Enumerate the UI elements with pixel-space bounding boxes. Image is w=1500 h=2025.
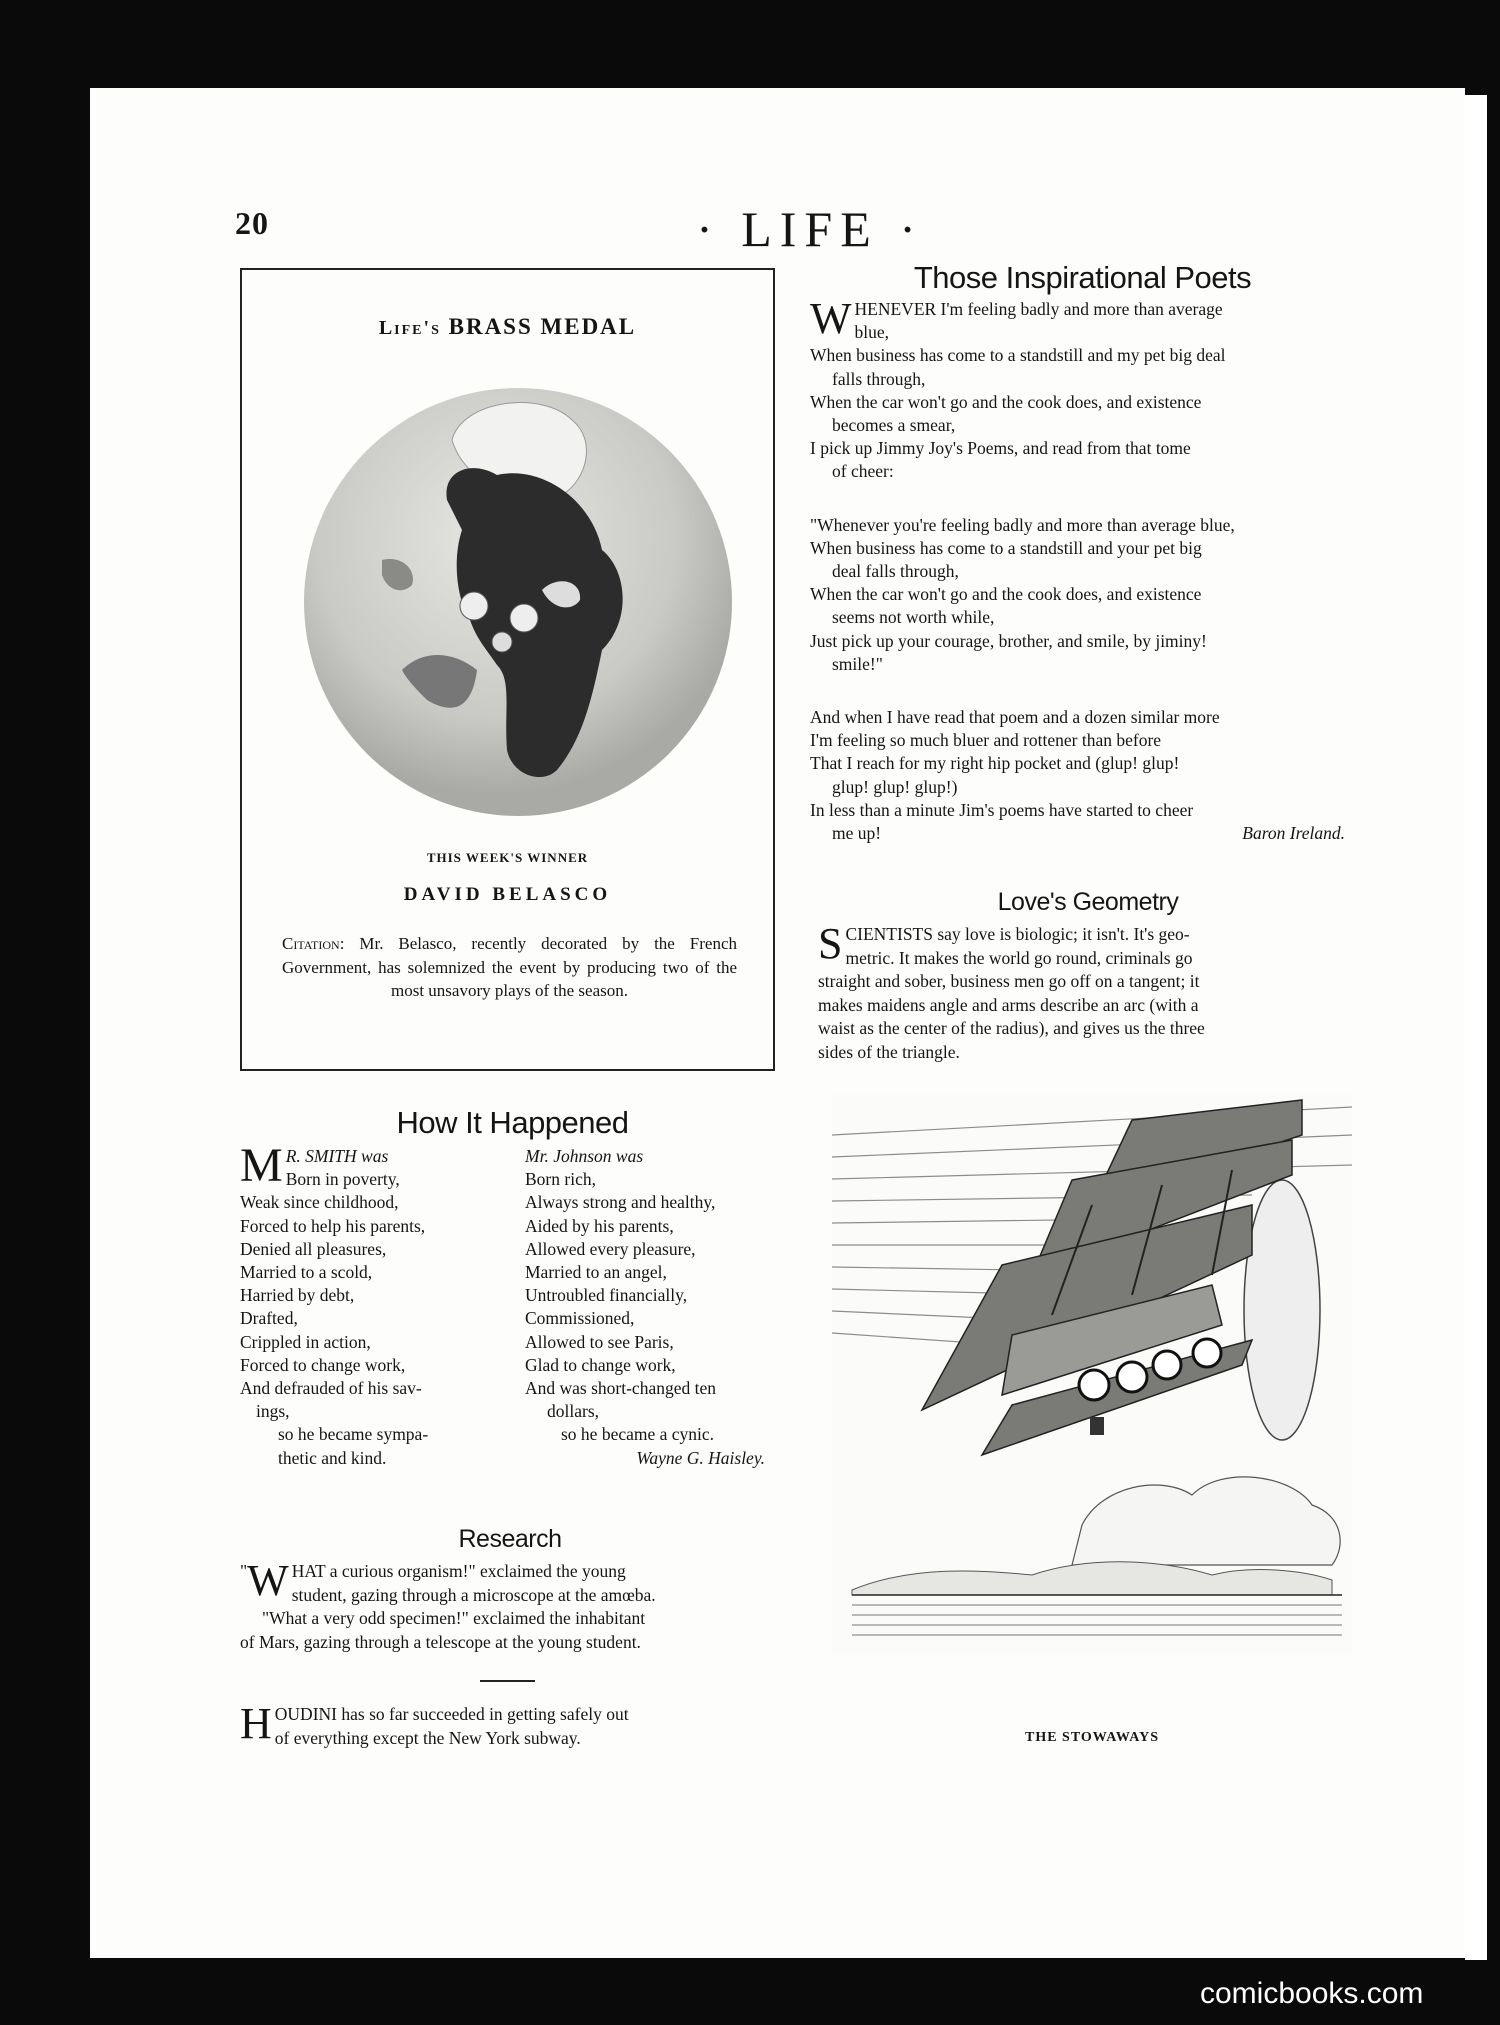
- drop-cap: M: [240, 1139, 283, 1192]
- medal-portrait-image: [242, 380, 777, 820]
- stowaways-illustration: [832, 1095, 1352, 1655]
- geometry-title: Love's Geometry: [997, 888, 1179, 916]
- research-article: [240, 1525, 780, 1654]
- poets-article: [810, 260, 1355, 845]
- watermark: comicbooks.com: [1200, 1977, 1424, 2010]
- drop-cap: S: [818, 919, 843, 968]
- winner-name: DAVID BELASCO: [403, 884, 612, 905]
- illustration-caption: THE STOWAWAYS: [1024, 1730, 1159, 1745]
- poets-title: Those Inspirational Poets: [913, 260, 1252, 295]
- masthead: · LIFE ·: [696, 201, 924, 257]
- page-number: 20: [235, 205, 269, 241]
- johnson-column: Mr. Johnson was Born rich, Always strong and healthy, Aided by his parents, Allowed every pleasure, Married to an angel, Untroubled financially, Commissioned, Allowed to see Paris, Glad to change work, And was short-changed ten dollars, so he became a cynic. Wayne G. Haisley.: [525, 1145, 785, 1470]
- happened-title: How It Happened: [396, 1105, 629, 1140]
- happened-author: Wayne G. Haisley.: [636, 1447, 765, 1468]
- drop-cap: W: [247, 1556, 289, 1605]
- geometry-article: [818, 888, 1358, 1064]
- citation: Citation: Mr. Belasco, recently decorated by the French Government, has solemnized the event by producing two of the most unsavory plays of the season.: [282, 934, 738, 1000]
- brass-medal-box: [240, 268, 775, 1071]
- next-page-edge: [1465, 95, 1487, 1960]
- section-divider: [480, 1680, 535, 1682]
- medal-title: Life's BRASS MEDAL: [378, 314, 637, 339]
- poets-stanza-3: And when I have read that poem and a dozen similar more I'm feeling so much bluer and rottener than before That I reach for my right hip pocket and (glup! glup! glup! glup! glup!) In less than a minute Jim's poems have started to cheer me up! Baron Ireland.: [810, 706, 1355, 845]
- winner-label: THIS WEEK'S WINNER: [426, 850, 589, 865]
- research-body: " W HAT a curious organism!" exclaimed the young student, gazing through a microscope at the amœba. "What a very odd specimen!" exclaimed the inhabitant of Mars, gazing through a telescope at the young student.: [240, 1556, 656, 1652]
- smith-column: M R. SMITH was Born in poverty, Weak since childhood, Forced to help his parents, Denied all pleasures, Married to a scold, Harried by debt, Drafted, Crippled in action, Forced to change work, And defrauded of his sav- ings, so he became sympa- thetic and kind.: [240, 1139, 429, 1468]
- houdini-body: HOUDINI has so far succeeded in getting safely out of everything except the New York subway.: [240, 1699, 629, 1748]
- poets-stanza-2: "Whenever you're feeling badly and more than average blue, When business has come to a standstill and your pet big deal falls through, When the car won't go and the cook does, and existence seems not worth while, Just pick up your courage, brother, and smile, by jiminy! smile!": [810, 514, 1235, 674]
- drop-cap: W: [810, 294, 852, 343]
- poets-stanza-1: WHENEVER I'm feeling badly and more than average blue, When business has come to a standstill and my pet big deal falls through, When the car won't go and the cook does, and existence becomes a smear, I pick up Jimmy Joy's Poems, and read from that tome of cheer:: [810, 294, 1226, 482]
- houdini-article: [240, 1699, 785, 1750]
- geometry-body: SCIENTISTS say love is biologic; it isn't. It's geo- metric. It makes the world go round, criminals go straight and sober, business men go off on a tangent; it makes maidens angle and arms describe an arc (with a waist as the center of the radius), and gives us the three sides of the triangle.: [818, 919, 1205, 1062]
- poets-author: Baron Ireland.: [1242, 823, 1345, 844]
- drop-cap: H: [240, 1699, 272, 1748]
- how-it-happened-article: [240, 1105, 785, 1470]
- research-title: Research: [458, 1525, 562, 1553]
